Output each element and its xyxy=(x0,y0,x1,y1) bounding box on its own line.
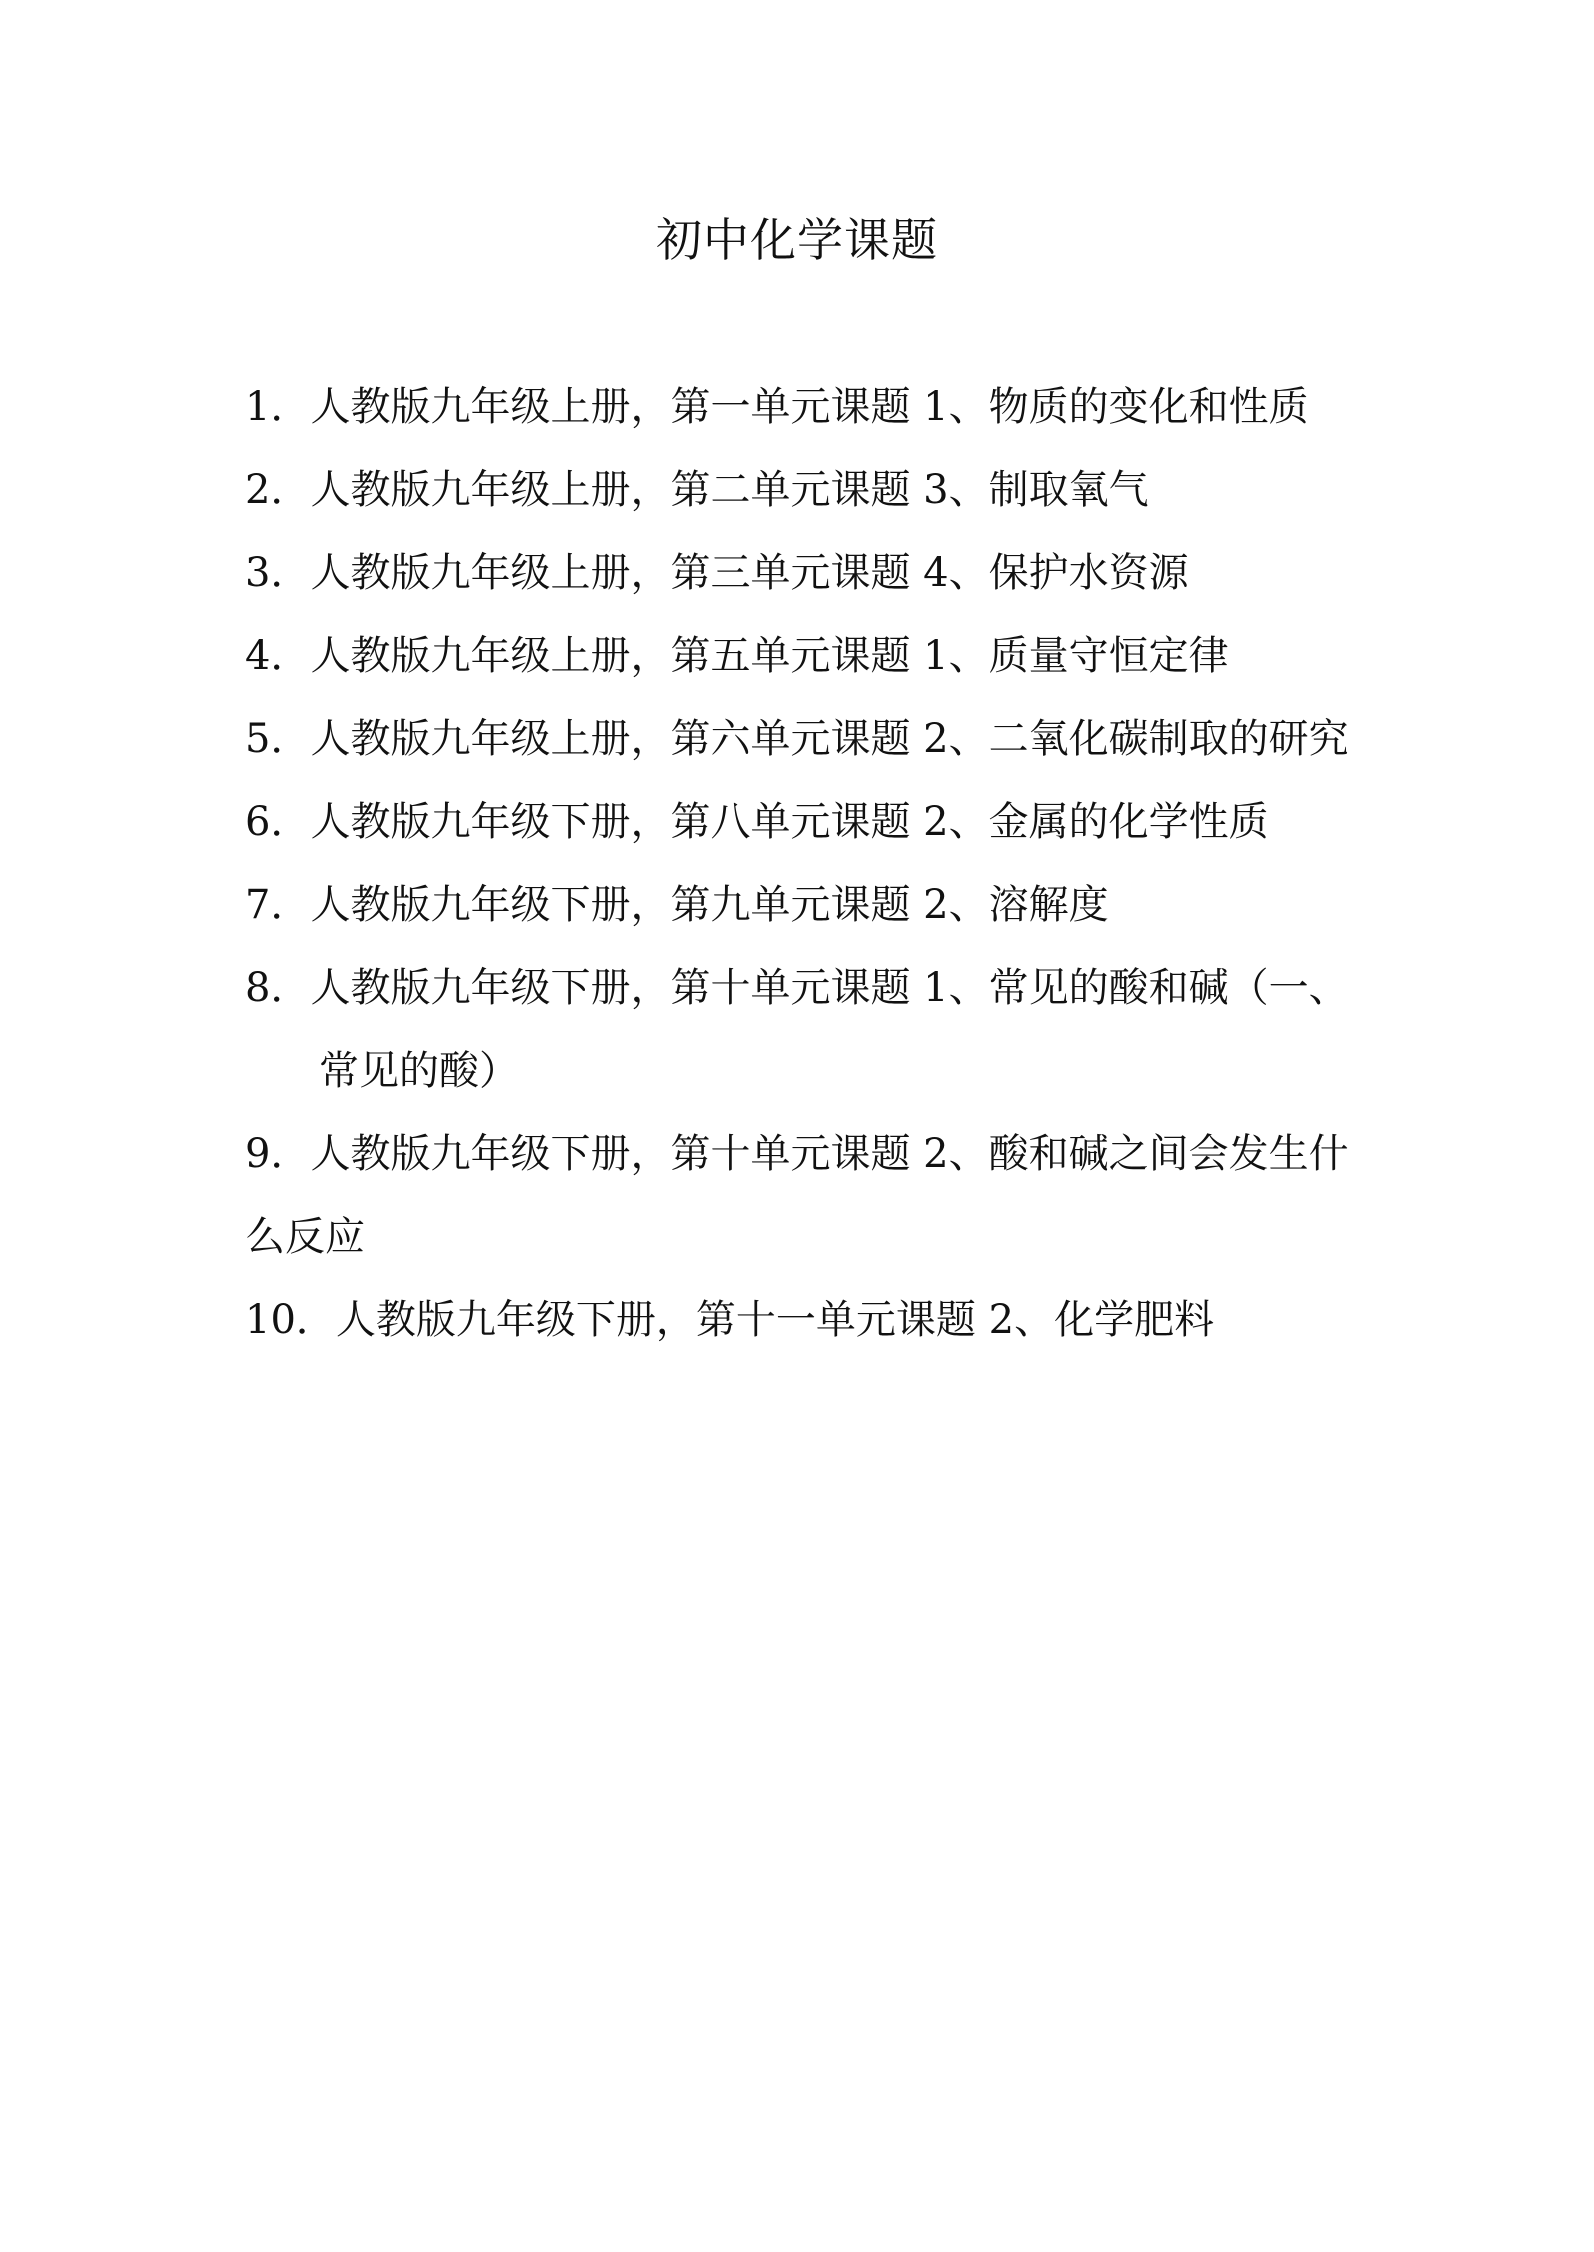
item-number: 10． xyxy=(245,1297,336,1343)
item-text: 人教版九年级上册，第二单元课题 3、制取氧气 xyxy=(310,467,1149,513)
item-number: 5． xyxy=(245,716,311,762)
list-item xyxy=(245,449,1360,532)
topic-list xyxy=(245,366,1360,1362)
list-item xyxy=(245,532,1360,615)
list-item xyxy=(245,947,1360,1113)
item-number: 9． xyxy=(245,1131,311,1177)
item-number: 6． xyxy=(245,799,311,845)
item-number: 1． xyxy=(245,384,311,430)
document-title: 初中化学课题 xyxy=(656,213,938,267)
list-item xyxy=(245,615,1360,698)
item-number: 7． xyxy=(245,882,311,928)
item-text: 人教版九年级下册，第十一单元课题 2、化学肥料 xyxy=(335,1297,1215,1343)
item-text: 人教版九年级下册，第九单元课题 2、溶解度 xyxy=(310,882,1109,928)
list-item xyxy=(245,1113,1360,1279)
item-number: 2． xyxy=(245,467,311,513)
item-number: 8． xyxy=(245,965,311,1011)
item-number: 4． xyxy=(245,633,311,679)
item-text: 人教版九年级上册，第三单元课题 4、保护水资源 xyxy=(310,550,1189,596)
item-text: 人教版九年级上册，第一单元课题 1、物质的变化和性质 xyxy=(310,384,1309,430)
item-text: 人教版九年级下册，第十单元课题 2、酸和碱之间会发生什么反应 xyxy=(245,1131,1349,1260)
item-text: 人教版九年级下册，第八单元课题 2、金属的化学性质 xyxy=(310,799,1269,845)
item-text: 人教版九年级上册，第六单元课题 2、二氧化碳制取的研究 xyxy=(310,716,1349,762)
list-item xyxy=(245,366,1360,449)
list-item xyxy=(245,698,1360,781)
list-item xyxy=(245,781,1360,864)
list-item xyxy=(245,1279,1360,1362)
list-item xyxy=(245,864,1360,947)
item-number: 3． xyxy=(245,550,311,596)
item-text: 人教版九年级下册，第十单元课题 1、常见的酸和碱（一、常见的酸） xyxy=(310,965,1349,1094)
item-text: 人教版九年级上册，第五单元课题 1、质量守恒定律 xyxy=(310,633,1229,679)
